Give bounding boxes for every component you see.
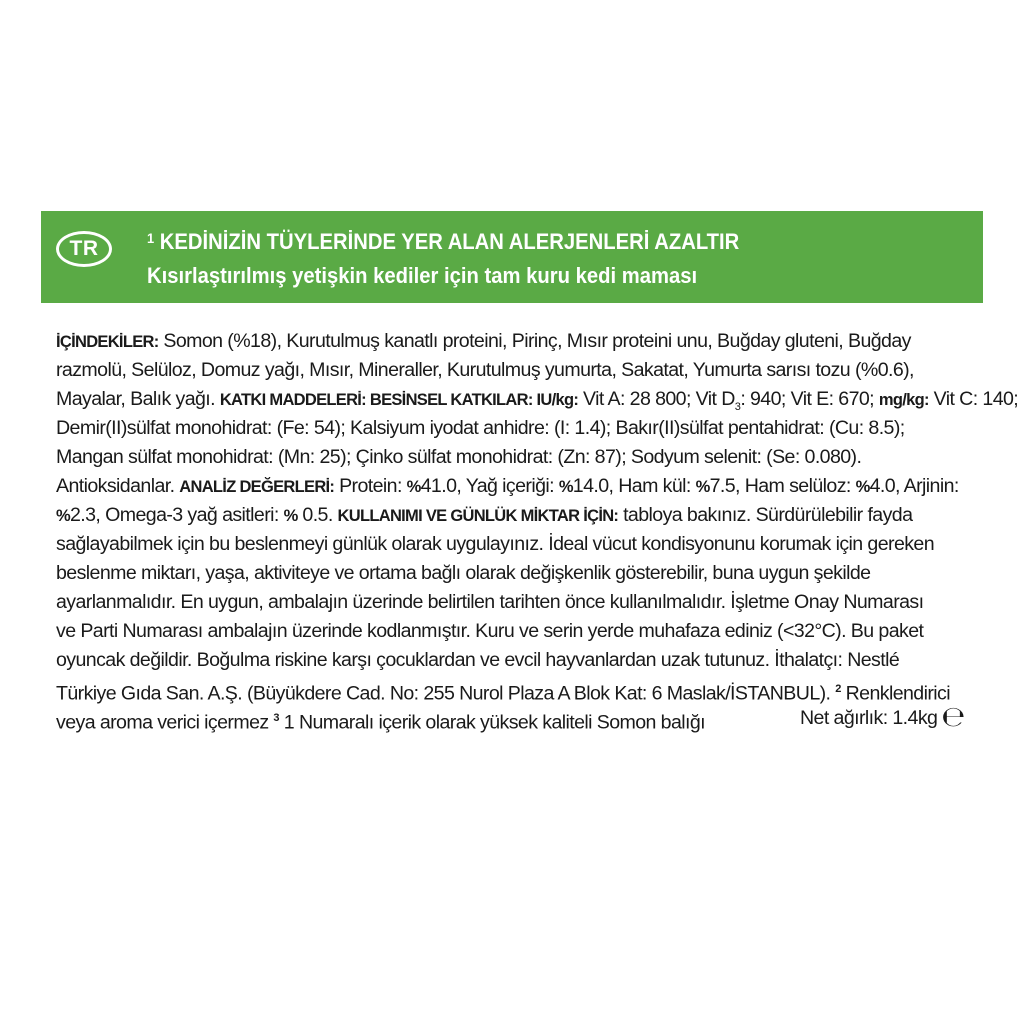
text-line [56,617,986,646]
percent-sign: % [558,478,573,496]
text-line [56,559,986,588]
text-line [56,675,986,704]
text-run: : 940; Vit E: 670; [740,388,879,410]
text-run: 0.5. [297,504,338,526]
ingredients-text [56,327,1019,734]
additives-heading: KATKI MADDELERİ: BESİNSEL KATKILAR: IU/kg: [219,391,579,409]
text-run: veya aroma verici içermez [56,711,274,734]
text-line [56,327,986,356]
footnote-marker: 3 [273,712,279,724]
text-run: 2.3, Omega-3 yağ asitleri: [69,504,284,526]
analysis-heading: ANALİZ DEĞERLERİ: [179,478,335,496]
text-run: 14.0, Ham kül: [572,475,696,497]
product-banner [41,211,983,303]
text-run: ve Parti Numarası ambalajın üzerinde kodlanmıştır. Kuru ve serin yerde muhafaza ediniz (<32°C). Bu paket [56,620,924,642]
text-line [56,501,986,530]
text-line [56,588,986,617]
percent-sign: % [56,507,70,525]
banner-claim-text: KEDİNİZİN TÜYLERİNDE YER ALAN ALERJENLERİ AZALTIR [159,229,740,254]
text-run: Vit A: 28 800; Vit D [578,388,735,410]
text-run: Demir(II)sülfat monohidrat: (Fe: 54); Kalsiyum iyodat anhidre: (I: 1.4); Bakır(II)sülfat pentahidrat: (Cu: 8.5); [56,417,905,439]
text-run: sağlayabilmek için bu beslenmeyi günlük olarak uygulayınız. İdeal vücut kondisyonunu korumak için gereken [56,533,935,555]
text-run: beslenme miktarı, yaşa, aktiviteye ve ortama bağlı olarak değişkenlik gösterebilir, buna uygun şekilde [56,562,871,584]
text-run: tabloya bakınız. Sürdürülebilir fayda [618,504,913,526]
text-run: 4.0, Arjinin: [869,475,959,497]
footnote-marker: 1 [147,230,155,246]
percent-sign: % [855,478,870,496]
text-line [56,356,986,385]
net-weight [800,700,965,733]
text-line [56,472,986,501]
text-line [56,443,986,472]
ingredients-heading: İÇİNDEKİLER: [56,333,159,351]
unit-heading: mg/kg: [878,391,929,409]
text-run: Mayalar, Balık yağı. [56,388,220,410]
percent-sign: % [695,478,710,496]
text-run: Somon (%18), Kurutulmuş kanatlı proteini, Pirinç, Mısır proteini unu, Buğday gluteni, Buğday [158,330,911,352]
text-line [56,414,986,443]
banner-claim [147,229,739,255]
text-line [56,646,986,675]
footnote-marker: 2 [835,683,841,695]
text-run: 1 Numaralı içerik olarak yüksek kaliteli Somon balığı [278,711,706,734]
text-run: Protein: [334,475,407,497]
text-run: ayarlanmalıdır. En uygun, ambalajın üzerinde belirtilen tarihten önce kullanılmalıdır. İşletme Onay Numarası [56,591,924,613]
text-run: razmolü, Selüloz, Domuz yağı, Mısır, Mineraller, Kurutulmuş yumurta, Sakatat, Yumurta sarısı tozu (%0.6), [56,359,914,381]
text-run: Türkiye Gıda San. A.Ş. (Büyükdere Cad. No: 255 Nurol Plaza A Blok Kat: 6 Maslak/İSTANBUL). [56,682,836,705]
text-line [56,530,986,559]
percent-sign: % [406,478,421,496]
percent-sign: % [283,507,298,525]
net-weight-text: Net ağırlık: 1.4kg [800,707,938,729]
text-run: Mangan sülfat monohidrat: (Mn: 25); Çinko sülfat monohidrat: (Zn: 87); Sodyum selenit: (Se: 0.080). [56,446,862,468]
usage-heading: KULLANIMI VE GÜNLÜK MİKTAR İÇİN: [337,507,619,525]
e-mark-icon: ℮ [941,700,965,733]
language-badge: TR [56,231,112,267]
text-line [56,700,986,734]
text-run: 41.0, Yağ içeriği: [420,475,559,497]
text-run: Renklendirici [840,682,950,705]
text-run: Vit C: 140; [928,388,1019,410]
subscript: 3 [734,400,741,413]
text-run: 7.5, Ham selüloz: [709,475,856,497]
text-run: oyuncak değildir. Boğulma riskine karşı çocuklardan ve evcil hayvanlardan uzak tutunuz. İthalatçı: Nestlé [56,649,900,671]
text-line [56,385,1019,414]
banner-description: Kısırlaştırılmış yetişkin kediler için tam kuru kedi maması [147,263,698,288]
text-run: Antioksidanlar. [56,475,180,497]
